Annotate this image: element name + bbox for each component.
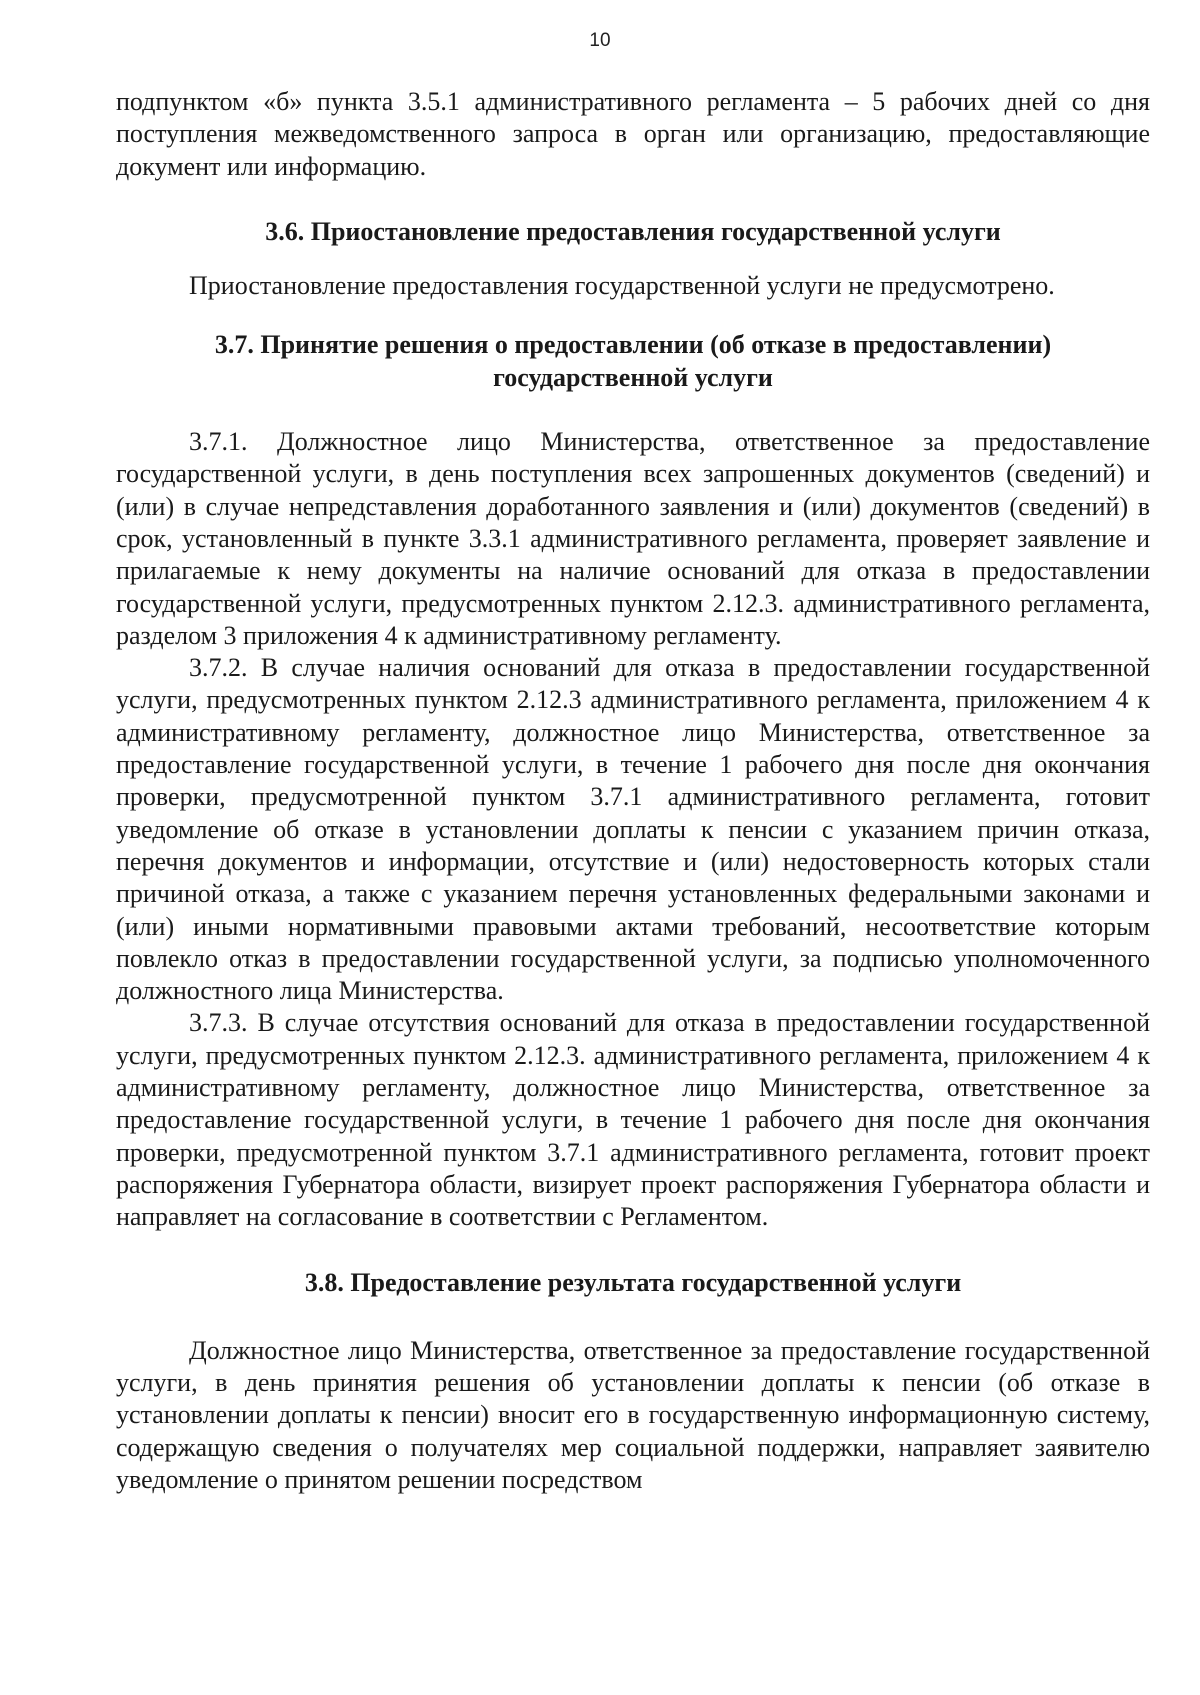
document-body	[116, 86, 1150, 1496]
continuation-paragraph: подпунктом «б» пункта 3.5.1 административного регламента – 5 рабочих дней со дня поступления межведомственного запроса в орган или организацию, предоставляющие документ или информацию.	[116, 87, 1150, 181]
page-number: 10	[589, 30, 611, 51]
section-3-6-heading: 3.6. Приостановление предоставления государственной услуги	[265, 216, 1001, 246]
section-3-8-text: Должностное лицо Министерства, ответственное за предоставление государственной услуги, в день принятия решения об установлении доплаты к пенсии (об отказе в установлении доплаты к пенсии) вносит его в государственную информационную систему, содержащую сведения о получателях мер социальной поддержки, направляет заявителю уведомление о принятом решении посредством	[116, 1335, 1150, 1494]
paragraph-3-7-3: 3.7.3. В случае отсутствия оснований для отказа в предоставлении государственной услуги, предусмотренных пунктом 2.12.3. административного регламента, приложением 4 к административному регламенту, должностное лицо Министерства, ответственное за предоставление государственной услуги, в течение 1 рабочего дня после дня окончания проверки, предусмотренной пунктом 3.7.1 административного регламента, готовит проект распоряжения Губернатора области, визирует проект распоряжения Губернатора области и направляет на согласование в соответствии с Регламентом.	[116, 1008, 1150, 1232]
paragraph-3-7-1: 3.7.1. Должностное лицо Министерства, ответственное за предоставление государственной услуги, в день поступления всех запрошенных документов (сведений) и (или) в случае непредставления доработанного заявления и (или) документов (сведений) в срок, установленный в пункте 3.3.1 административного регламента, проверяет заявление и прилагаемые к нему документы на наличие оснований для отказа в предоставлении государственной услуги, предусмотренных пунктом 2.12.3. административного регламента, разделом 3 приложения 4 к административному регламенту.	[116, 427, 1150, 650]
paragraph-3-7-2: 3.7.2. В случае наличия оснований для отказа в предоставлении государственной услуги, предусмотренных пунктом 2.12.3 административного регламента, приложением 4 к административному регламенту, должностное лицо Министерства, ответственное за предоставление государственной услуги, в течение 1 рабочего дня после дня окончания проверки, предусмотренной пунктом 3.7.1 административного регламента, готовит уведомление об отказе в установлении доплаты к пенсии с указанием причин отказа, перечня документов и информации, отсутствие и (или) недостоверность которых стали причиной отказа, а также с указанием перечня установленных федеральными законами и (или) иными нормативными правовыми актами требований, несоответствие которым повлекло отказ в предоставлении государственной услуги, за подписью уполномоченного должностного лица Министерства.	[116, 653, 1150, 1006]
section-3-6-text: Приостановление предоставления государственной услуги не предусмотрено.	[189, 271, 1055, 301]
section-3-7-heading: 3.7. Принятие решения о предоставлении (об отказе в предоставлении) государственной услуги	[214, 330, 1052, 392]
section-3-8-heading: 3.8. Предоставление результата государственной услуги	[304, 1267, 962, 1297]
